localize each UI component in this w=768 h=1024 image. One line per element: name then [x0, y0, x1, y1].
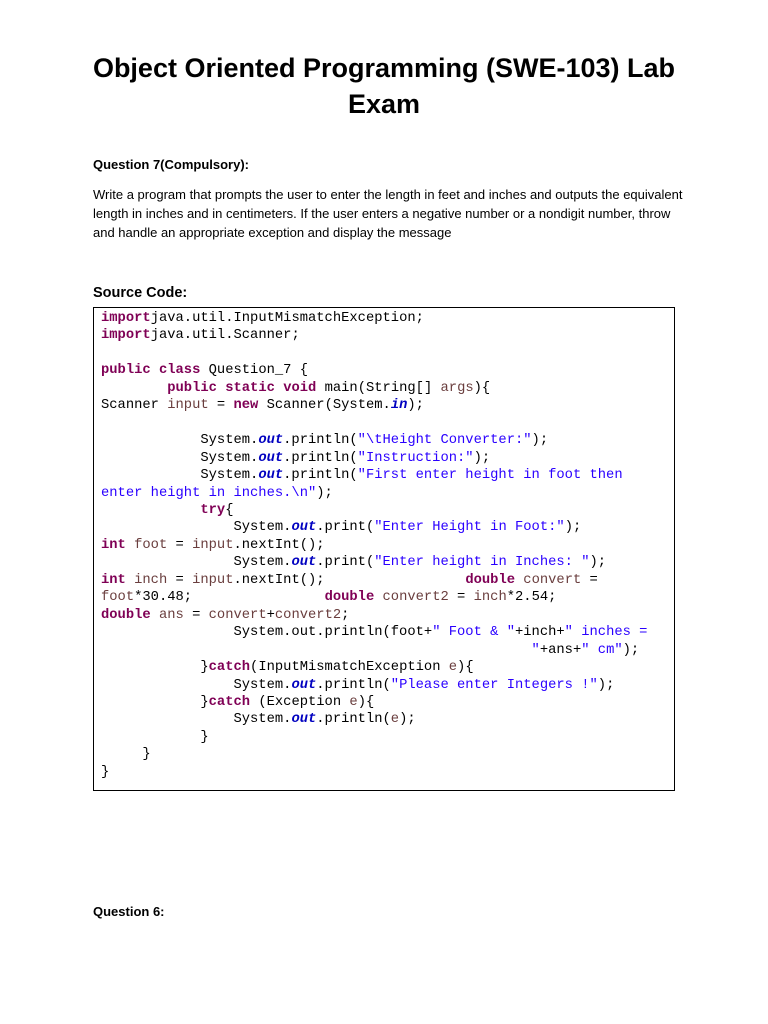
code-token: import — [101, 311, 151, 326]
code-token: ); — [597, 677, 615, 693]
code-token — [217, 381, 225, 396]
code-token: public — [101, 363, 151, 379]
code-token: "Please enter Integers !" — [390, 677, 598, 693]
code-line — [101, 519, 647, 536]
code-token: ; — [341, 607, 350, 623]
code-token: ); — [316, 485, 333, 501]
code-token: ); — [473, 450, 491, 466]
code-line — [101, 537, 647, 554]
code-token: out — [291, 555, 317, 571]
code-token: main(String[] — [316, 380, 441, 396]
code-line — [101, 659, 647, 676]
code-token: { — [225, 502, 234, 518]
code-token: in — [390, 398, 408, 414]
code-token: Scanner — [101, 398, 168, 414]
code-token: .nextInt(); — [233, 537, 325, 553]
code-token — [126, 538, 134, 553]
code-token: "Instruction:" — [357, 450, 474, 466]
code-token: System. — [101, 677, 292, 693]
code-token: *30.48; — [134, 590, 325, 606]
code-line — [101, 380, 647, 397]
code-token: foot — [101, 590, 135, 606]
code-token — [101, 381, 167, 396]
code-token: .println( — [316, 712, 391, 728]
question-7-heading: Question 7(Compulsory): — [93, 157, 250, 172]
code-token: out — [291, 712, 317, 728]
code-token: enter height in inches.\n" — [101, 485, 317, 501]
code-token: input — [192, 537, 234, 553]
code-line — [101, 694, 647, 711]
code-line — [101, 746, 647, 763]
code-token: } — [101, 764, 110, 780]
code-token: System. — [101, 712, 292, 728]
code-token: System. — [101, 433, 259, 449]
code-token: = — [167, 572, 193, 588]
code-token: (Exception — [250, 694, 350, 710]
code-token: void — [283, 380, 317, 396]
code-token: .println( — [283, 468, 358, 484]
code-token: double — [324, 590, 375, 606]
code-token: out — [291, 520, 317, 536]
code-token: import — [101, 328, 151, 344]
code-token: try — [200, 502, 226, 518]
code-token: System. — [101, 468, 259, 484]
code-token: } — [101, 694, 209, 710]
code-line — [101, 572, 647, 589]
code-token: int — [101, 572, 126, 588]
code-token: ); — [564, 520, 582, 536]
code-token: out — [258, 468, 284, 484]
code-token: args — [440, 380, 474, 396]
code-line — [101, 415, 647, 432]
code-token: "Enter Height in Foot:" — [374, 520, 565, 536]
code-token: ans — [158, 607, 184, 623]
code-token: foot — [134, 537, 168, 553]
code-token: out — [291, 677, 317, 693]
code-token: e — [349, 694, 358, 710]
code-line — [101, 450, 647, 467]
code-token: System. — [101, 450, 259, 466]
code-token: catch — [208, 660, 251, 676]
code-token: = — [448, 590, 474, 606]
code-token — [275, 381, 283, 396]
code-token: ); — [531, 433, 549, 449]
code-token: out — [258, 433, 284, 449]
code-token: System.out.println(foot+ — [101, 625, 433, 641]
code-token: java.util.Scanner; — [150, 328, 300, 344]
code-token: " inches = — [564, 625, 648, 641]
source-code-box — [93, 307, 675, 791]
code-token: .print( — [316, 555, 375, 571]
code-token — [101, 503, 200, 518]
code-line — [101, 310, 647, 327]
code-token: + — [266, 607, 275, 623]
code-token: public — [167, 380, 217, 396]
code-token: .println( — [283, 433, 358, 449]
code-line — [101, 432, 647, 449]
code-line — [101, 642, 647, 659]
code-token: convert — [208, 607, 267, 623]
code-token — [374, 590, 382, 605]
question-6-heading: Question 6: — [93, 904, 165, 919]
code-token: convert — [523, 572, 582, 588]
code-token: input — [167, 398, 209, 414]
code-token: } — [101, 729, 209, 745]
code-token: ){ — [473, 380, 491, 396]
code-token — [126, 573, 134, 588]
code-token: = — [167, 537, 193, 553]
code-token: e — [448, 660, 458, 676]
code-line — [101, 624, 647, 641]
page-title: Object Oriented Programming (SWE-103) Lab Exam — [92, 53, 676, 119]
code-token: .print( — [316, 520, 375, 536]
code-token: convert2 — [274, 607, 342, 623]
code-token: Scanner(System. — [258, 398, 391, 414]
question-7-text: Write a program that prompts the user to enter the length in feet and inches and outputs the equivalent length in inches and in centimeters. If the user enters a negative number or a nondigit number, throw and handle an appropriate exception and display the message — [93, 187, 683, 240]
code-token: .println( — [316, 677, 391, 693]
code-line — [101, 589, 647, 606]
code-token: "Enter height in Inches: " — [374, 555, 590, 571]
code-line — [101, 327, 647, 344]
code-token: catch — [208, 694, 251, 710]
code-token: System. — [101, 520, 292, 536]
code-token: double — [101, 607, 151, 623]
code-token: new — [233, 398, 259, 414]
code-token: (InputMismatchException — [250, 660, 449, 676]
code-token: " cm" — [581, 642, 623, 658]
code-line — [101, 397, 647, 414]
code-token: " Foot & " — [432, 625, 515, 641]
code-token: = — [581, 572, 598, 588]
code-token: = — [208, 398, 234, 414]
code-token: Question_7 { — [200, 363, 309, 379]
code-token: double — [465, 572, 516, 588]
code-line — [101, 345, 647, 362]
code-token: ); — [407, 398, 424, 414]
code-line — [101, 554, 647, 571]
code-line — [101, 502, 647, 519]
code-token: ){ — [457, 660, 474, 676]
code-line — [101, 764, 647, 781]
code-token — [101, 643, 532, 658]
code-token: class — [158, 363, 201, 379]
code-token: out — [258, 450, 284, 466]
code-token — [151, 608, 159, 623]
code-token: e — [390, 712, 400, 728]
code-line — [101, 711, 647, 728]
code-line — [101, 485, 647, 502]
code-token: *2.54; — [506, 590, 557, 606]
code-line — [101, 729, 647, 746]
code-token — [151, 363, 159, 378]
code-token: "First enter height in foot then — [357, 468, 623, 484]
code-token: input — [192, 572, 234, 588]
code-line — [101, 467, 647, 484]
code-token: +inch+ — [514, 625, 565, 641]
code-token: .nextInt(); — [233, 572, 466, 588]
code-token: +ans+ — [539, 642, 582, 658]
code-line — [101, 677, 647, 694]
source-code — [101, 310, 647, 781]
source-code-label: Source Code: — [93, 285, 188, 301]
code-token: int — [101, 537, 126, 553]
code-token: .println( — [283, 450, 358, 466]
code-token: "\tHeight Converter:" — [357, 433, 532, 449]
code-token: ){ — [357, 694, 375, 710]
code-token: static — [225, 380, 275, 396]
code-token: } — [101, 747, 151, 763]
code-token: inch — [473, 590, 507, 606]
code-token: ); — [622, 642, 640, 658]
code-token: java.util.InputMismatchException; — [150, 311, 424, 326]
code-token: inch — [134, 572, 168, 588]
code-token: convert2 — [382, 590, 449, 606]
code-token: ); — [589, 555, 607, 571]
code-token: " — [531, 642, 540, 658]
code-token: } — [101, 660, 209, 676]
code-token: ); — [399, 712, 416, 728]
code-token: = — [183, 607, 209, 623]
code-line — [101, 362, 647, 379]
code-line — [101, 607, 647, 624]
code-token: System. — [101, 555, 292, 571]
